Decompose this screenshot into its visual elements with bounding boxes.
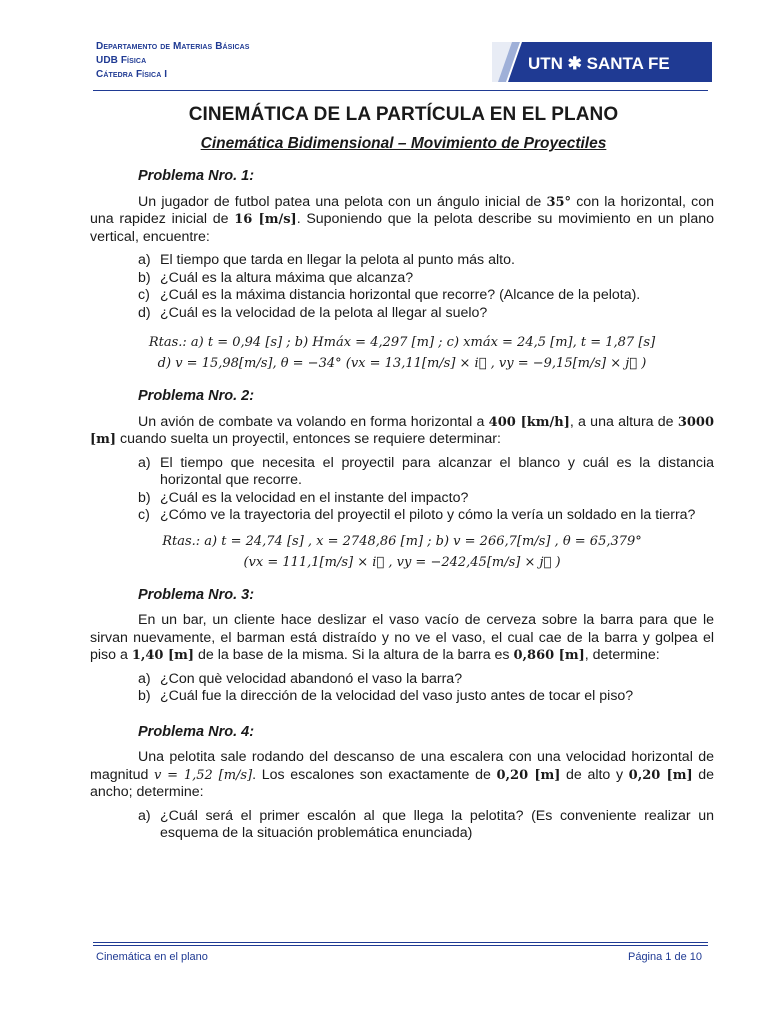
speed-value: 400 [km/h] [488,414,570,430]
utn-logo [492,42,712,82]
list-item: b) ¿Cuál es la altura máxima que alcanza? [138,269,414,286]
answer-line: Rtas.: a) t = 24,74 [s] , x = 2748,86 [m] ; b) v = 266,7[m/s] , θ = 65,379° [162,533,642,549]
list-item: c) ¿Cuál es la máxima distancia horizontal que recorre? (Alcance de la pelota). [138,287,641,303]
dept-line: Cátedra Física I [96,69,168,80]
problem-statement: En un bar, un cliente hace deslizar el vaso vacío de cerveza sobre la barra para que le sirvan nuevamente, el barman está distraído y no ve el vaso, el cual cae de la barra y golpea el piso a 1,40 [m] de la base de la misma. Si la altura de la barra es 0,860 [m], determine: [90,612,714,663]
logo-text: UTN ✱ SANTA FE [528,54,670,73]
problem-statement: Una pelotita sale rodando del descanso de una escalera con una velocidad horizontal de magnitud v = 1,52 [m/s]. Los escalones son exactamente de 0,20 [m] de alto y 0,20 [m] de ancho; determine: [90,749,715,800]
answer-line: (vx = 111,1[m/s] × i⃗ , vy = −242,45[m/s] × j⃗ ) [243,554,561,570]
list-item: b) ¿Cuál fue la dirección de la velocidad del vaso justo antes de tocar el piso? [138,688,634,704]
list-item: c) ¿Cómo ve la trayectoria del proyectil el piloto y cómo la vería un soldado en la tierra? [138,507,696,523]
problem-title: Problema Nro. 2: [138,388,255,404]
department-header [96,40,396,82]
header-rule [93,90,708,91]
page-number: Página 1 de 10 [627,951,702,963]
angle-value: 35° [546,194,572,210]
list-item: a) El tiempo que tarda en llegar la pelota al punto más alto. [138,252,515,268]
document-body [90,168,714,843]
answer-line: d) v = 15,98[m/s], θ = −34° (vx = 13,11[m/s] × i⃗ , vy = −9,15[m/s] × j⃗ ) [157,356,647,371]
distance-value: 1,40 [m] [131,648,195,663]
list-item: b) ¿Cuál es la velocidad en el instante del impacto? [138,489,469,506]
problem-statement: Un jugador de futbol patea una pelota con un ángulo inicial de 35° con la horizontal, con una rapidez inicial de 16 [m/s]. Suponiendo que la pelota describe su movimiento en un plano vertical, encuentre: [90,193,714,245]
question-list [90,808,714,843]
problem-4 [90,724,714,843]
speed-value: 16 [m/s] [234,212,297,227]
dept-line: Departamento de Materias Básicas [96,41,250,52]
page-title: CINEMÁTICA DE LA PARTÍCULA EN EL PLANO [188,104,619,125]
list-item: a) ¿Con què velocidad abandonó el vaso la barra? [138,670,463,687]
problem-title: Problema Nro. 1: [138,168,255,184]
height-value: 0,860 [m] [513,648,585,663]
problem-3 [90,587,714,706]
list-item: a) ¿Cuál será el primer escalón al que llega la pelotita? (Es conveniente realizar un esquema de la situación problemática enunciada) [138,807,714,841]
problem-2 [90,388,714,573]
page-subtitle: Cinemática Bidimensional – Movimiento de Proyectiles [200,135,607,152]
footer-title: Cinemática en el plano [96,951,208,963]
list-item: a) El tiempo que necesita el proyectil para alcanzar el blanco y cuál es la distancia horizontal que recorre. [138,454,714,488]
question-list [90,252,714,322]
problem-statement: Un avión de combate va volando en forma horizontal a 400 [km/h], a una altura de 3000 [m] cuando suelta un proyectil, entonces se requiere determinar: [90,413,714,447]
question-list [90,671,714,706]
footer-rule [93,942,708,943]
footer-rule-thin [93,945,708,946]
answer-line: Rtas.: a) t = 0,94 [s] ; b) Hmáx = 4,297 [m] ; c) xmáx = 24,5 [m], t = 1,87 [s] [148,335,656,350]
speed-value: v = 1,52 [m/s] [154,767,253,783]
step-height-value: 0,20 [m] [496,767,561,783]
dept-line: UDB Física [96,55,147,66]
question-list [90,455,714,525]
problem-title: Problema Nro. 4: [138,723,255,740]
list-item: d) ¿Cuál es la velocidad de la pelota al llegar al suelo? [138,304,488,321]
problem-title: Problema Nro. 3: [138,586,255,603]
step-width-value: 0,20 [m] [628,767,693,783]
height-value: 3000 [m] [90,414,714,447]
problem-1 [90,168,714,374]
